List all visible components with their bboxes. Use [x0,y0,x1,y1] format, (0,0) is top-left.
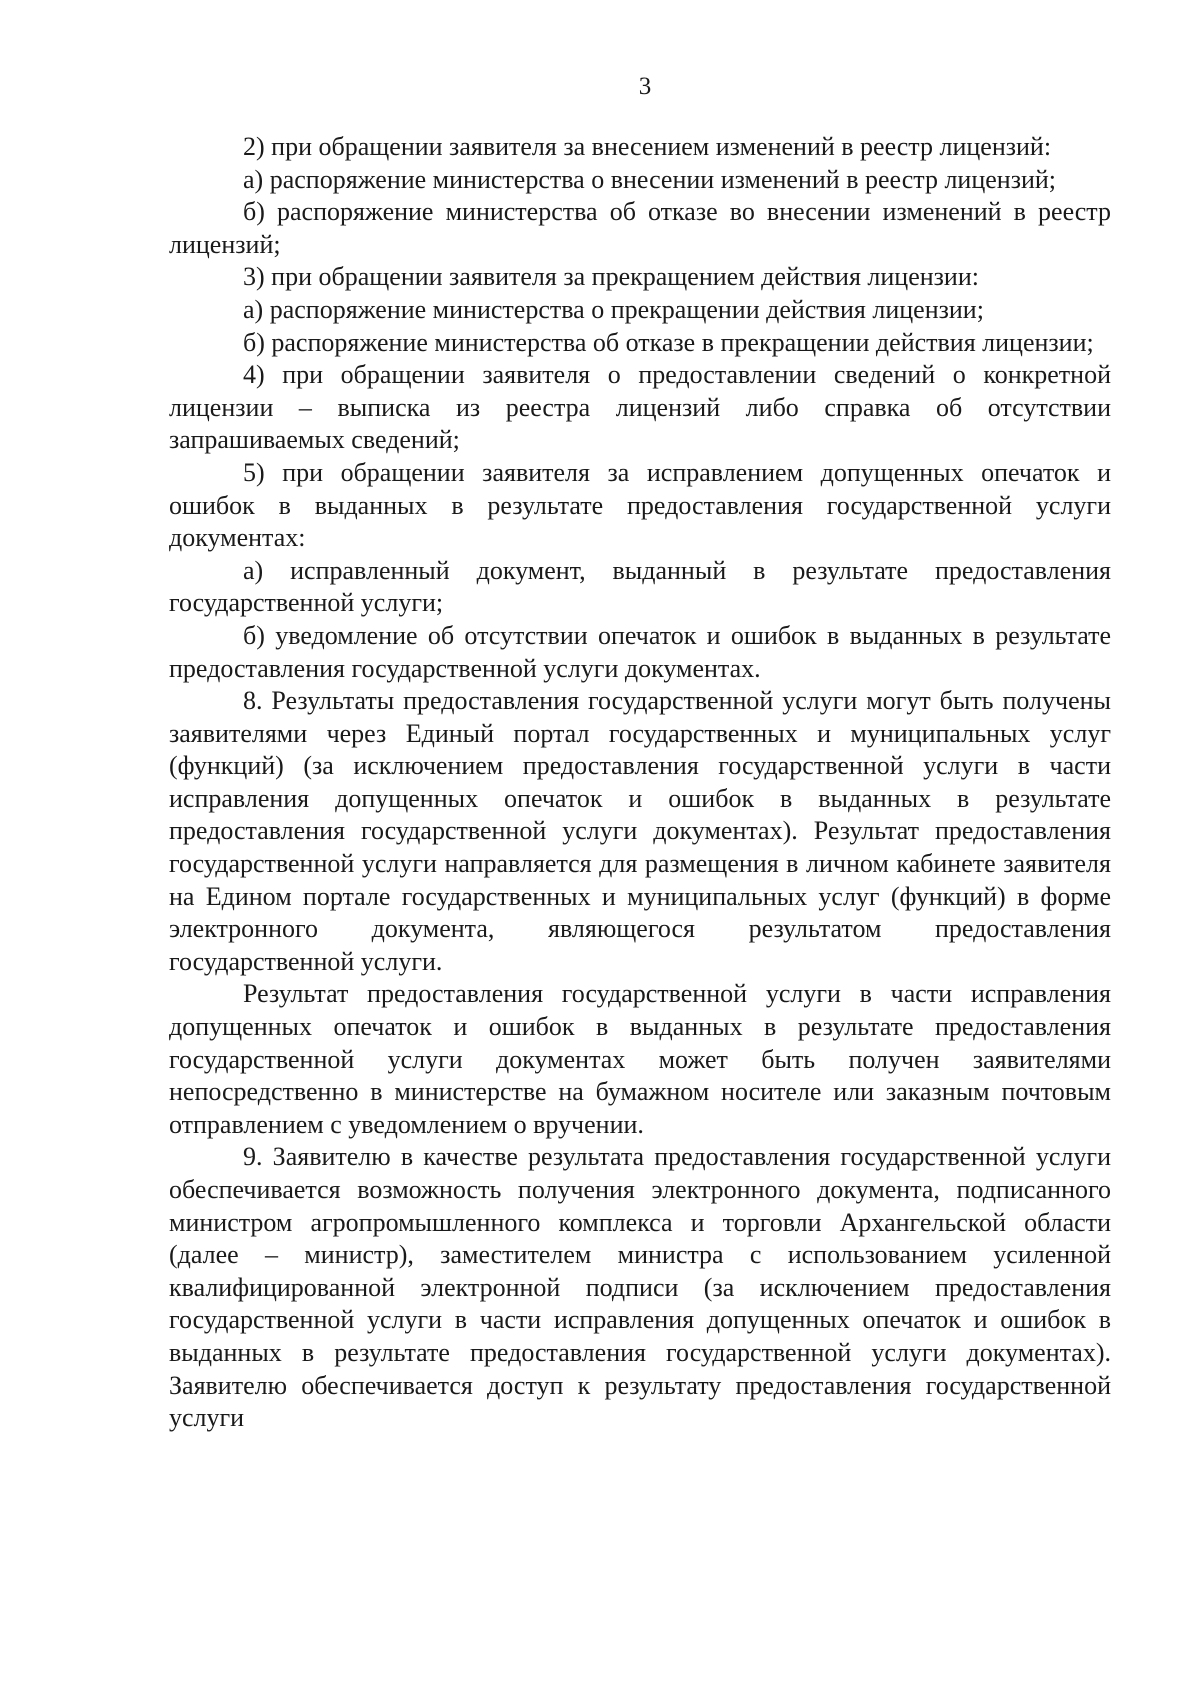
paragraph-4: 4) при обращении заявителя о предоставлении сведений о конкретной лицензии – выписка из реестра лицензий либо справка об отсутствии запрашиваемых сведений; [169,360,1111,455]
clause-9: 9. Заявителю в качестве результата предоставления государственной услуги обеспечивается возможность получения электронного документа, подписанного министром агропромышленного комплекса и торговли Архангельской области (далее – министр), заместителем министра с использованием усиленной квалифицированной электронной подписи (за исключением предоставления государственной услуги в части исправления допущенных опечаток и ошибок в выданных в результате предоставления государственной услуги документах). Заявителю обеспечивается доступ к результату предоставления государственной услуги [169,1142,1111,1433]
paragraph-5: 5) при обращении заявителя за исправлением допущенных опечаток и ошибок в выданных в результате предоставления государственной услуги документах: [169,457,1111,553]
paragraph-3: 3) при обращении заявителя за прекращением действия лицензии: [243,262,979,292]
paragraph-3a: а) распоряжение министерства о прекращении действия лицензии; [243,294,984,324]
paragraph-5b: б) уведомление об отсутствии опечаток и ошибок в выданных в результате предоставления государственной услуги документах. [169,620,1111,683]
paragraph-2b: б) распоряжение министерства об отказе во внесении изменений в реестр лицензий; [169,197,1111,259]
paragraph-2a: а) распоряжение министерства о внесении изменений в реестр лицензий; [243,164,1057,194]
paragraph-2: 2) при обращении заявителя за внесением изменений в реестр лицензий: [243,132,1052,161]
document-body [169,131,1111,1435]
clause-8-result-paper: Результат предоставления государственной услуги в части исправления допущенных опечаток и ошибок в выданных в результате предоставления государственной услуги документах может быть получен заявителями непосредственно в министерстве на бумажном носителе или заказным почтовым отправлением с уведомлением о вручении. [169,979,1111,1139]
page-number: 3 [638,73,652,100]
paragraph-3b: б) распоряжение министерства об отказе в прекращении действия лицензии; [243,327,1094,357]
clause-8: 8. Результаты предоставления государственной услуги могут быть получены заявителями через Единый портал государственных и муниципальных услуг (функций) (за исключением предоставления государственной услуги в части исправления допущенных опечаток и ошибок в выданных в результате предоставления государственной услуги документах). Результат предоставления государственной услуги направляется для размещения в личном кабинете заявителя на Едином портале государственных и муниципальных услуг (функций) в форме электронного документа, являющегося результатом предоставления государственной услуги. [169,686,1111,976]
paragraph-5a: а) исправленный документ, выданный в результате предоставления государственной услуги; [169,555,1111,618]
